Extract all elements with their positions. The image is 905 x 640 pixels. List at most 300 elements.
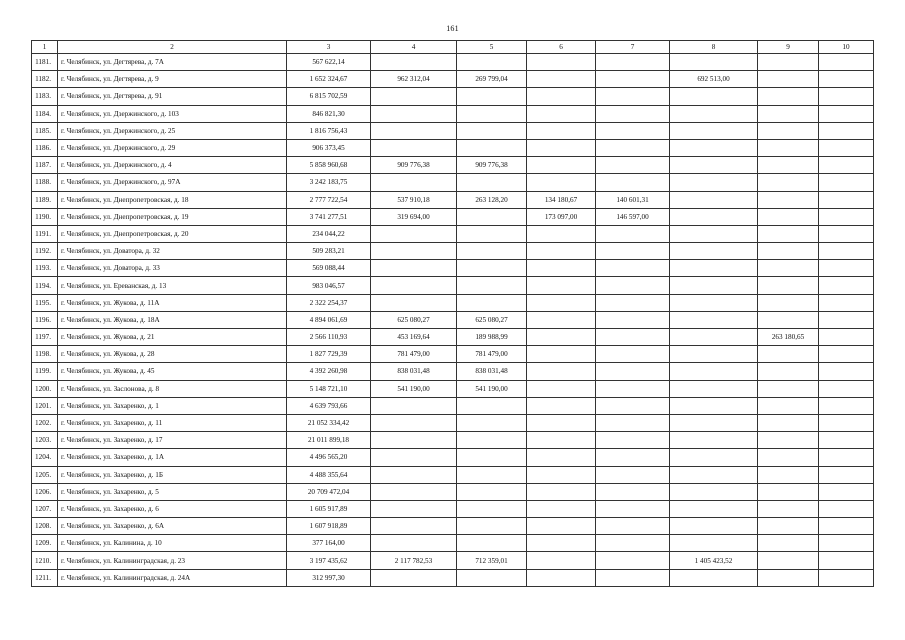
amount-cell: 20 709 472,04 [287, 483, 371, 500]
amount-cell [758, 311, 819, 328]
amount-cell [527, 243, 596, 260]
amount-cell [596, 260, 670, 277]
amount-cell [670, 397, 758, 414]
address-cell: г. Челябинск, ул. Захаренко, д. 6 [58, 500, 287, 517]
amount-cell [457, 432, 527, 449]
header-row [32, 41, 874, 54]
amount-cell: 846 821,30 [287, 105, 371, 122]
amount-cell [758, 71, 819, 88]
row-number-cell: 1198. [32, 346, 58, 363]
amount-cell [758, 518, 819, 535]
amount-cell [670, 260, 758, 277]
column-header: 9 [758, 41, 819, 54]
table-row [32, 277, 874, 294]
row-number-cell: 1210. [32, 552, 58, 569]
amount-cell [819, 225, 874, 242]
amount-cell [527, 88, 596, 105]
amount-cell: 781 479,00 [457, 346, 527, 363]
amount-cell [758, 414, 819, 431]
amount-cell [819, 432, 874, 449]
amount-cell: 541 190,00 [457, 380, 527, 397]
amount-cell [819, 243, 874, 260]
column-header: 5 [457, 41, 527, 54]
amount-cell [670, 346, 758, 363]
address-cell: г. Челябинск, ул. Захаренко, д. 1 [58, 397, 287, 414]
amount-cell [596, 500, 670, 517]
amount-cell [819, 346, 874, 363]
amount-cell [758, 535, 819, 552]
amount-cell [371, 414, 457, 431]
amount-cell: 2 117 782,53 [371, 552, 457, 569]
amount-cell [758, 346, 819, 363]
amount-cell [371, 466, 457, 483]
amount-cell: 625 080,27 [371, 311, 457, 328]
table-row [32, 122, 874, 139]
amount-cell [596, 157, 670, 174]
amount-cell [527, 260, 596, 277]
amount-cell [457, 139, 527, 156]
table-row [32, 157, 874, 174]
row-number-cell: 1190. [32, 208, 58, 225]
amount-cell [527, 294, 596, 311]
amount-cell: 4 639 793,66 [287, 397, 371, 414]
table-row [32, 380, 874, 397]
amount-cell [527, 500, 596, 517]
address-cell: г. Челябинск, ул. Дзержинского, д. 4 [58, 157, 287, 174]
amount-cell [670, 139, 758, 156]
row-number-cell: 1194. [32, 277, 58, 294]
amount-cell [596, 483, 670, 500]
amount-cell [457, 122, 527, 139]
address-cell: г. Челябинск, ул. Днепропетровская, д. 19 [58, 208, 287, 225]
amount-cell [819, 277, 874, 294]
amount-cell: 173 097,00 [527, 208, 596, 225]
amount-cell [758, 157, 819, 174]
amount-cell: 509 283,21 [287, 243, 371, 260]
address-cell: г. Челябинск, ул. Захаренко, д. 1А [58, 449, 287, 466]
table-row [32, 243, 874, 260]
amount-cell [371, 449, 457, 466]
column-header: 8 [670, 41, 758, 54]
address-cell: г. Челябинск, ул. Захаренко, д. 5 [58, 483, 287, 500]
amount-cell [819, 208, 874, 225]
column-header: 10 [819, 41, 874, 54]
row-number-cell: 1186. [32, 139, 58, 156]
address-cell: г. Челябинск, ул. Захаренко, д. 6А [58, 518, 287, 535]
row-number-cell: 1202. [32, 414, 58, 431]
amount-cell [819, 380, 874, 397]
amount-cell [527, 535, 596, 552]
amount-cell [596, 518, 670, 535]
amount-cell: 1 605 917,89 [287, 500, 371, 517]
amount-cell [371, 500, 457, 517]
amount-cell [758, 277, 819, 294]
address-cell: г. Челябинск, ул. Захаренко, д. 11 [58, 414, 287, 431]
address-cell: г. Челябинск, ул. Доватора, д. 32 [58, 243, 287, 260]
table-row [32, 311, 874, 328]
amount-cell [596, 139, 670, 156]
address-cell: г. Челябинск, ул. Дзержинского, д. 29 [58, 139, 287, 156]
address-cell: г. Челябинск, ул. Жукова, д. 11А [58, 294, 287, 311]
amount-cell [527, 569, 596, 586]
column-header: 6 [527, 41, 596, 54]
amount-cell: 146 597,00 [596, 208, 670, 225]
address-cell: г. Челябинск, ул. Днепропетровская, д. 18 [58, 191, 287, 208]
table-row [32, 105, 874, 122]
amount-cell [819, 329, 874, 346]
amount-cell: 234 044,22 [287, 225, 371, 242]
amount-cell [758, 54, 819, 71]
amount-cell [527, 277, 596, 294]
amount-cell [758, 380, 819, 397]
amount-cell: 263 180,65 [758, 329, 819, 346]
table-row [32, 71, 874, 88]
amount-cell [371, 54, 457, 71]
address-cell: г. Челябинск, ул. Жукова, д. 21 [58, 329, 287, 346]
row-number-cell: 1195. [32, 294, 58, 311]
amount-cell: 712 359,01 [457, 552, 527, 569]
table-row [32, 449, 874, 466]
amount-cell [457, 535, 527, 552]
amount-cell [758, 191, 819, 208]
amount-cell [527, 466, 596, 483]
amount-cell [670, 191, 758, 208]
table-row [32, 414, 874, 431]
amount-cell [819, 500, 874, 517]
row-number-cell: 1204. [32, 449, 58, 466]
row-number-cell: 1183. [32, 88, 58, 105]
amount-cell [457, 414, 527, 431]
row-number-cell: 1196. [32, 311, 58, 328]
amount-cell [670, 243, 758, 260]
row-number-cell: 1200. [32, 380, 58, 397]
amount-cell [596, 449, 670, 466]
amount-cell: 541 190,00 [371, 380, 457, 397]
amount-cell [527, 122, 596, 139]
amount-cell [457, 208, 527, 225]
amount-cell [670, 122, 758, 139]
amount-cell [527, 225, 596, 242]
amount-cell [819, 414, 874, 431]
amount-cell [596, 105, 670, 122]
amount-cell [819, 569, 874, 586]
amount-cell [457, 243, 527, 260]
amount-cell [758, 88, 819, 105]
amount-cell [371, 139, 457, 156]
amount-cell [819, 260, 874, 277]
amount-cell [527, 157, 596, 174]
amount-cell [596, 329, 670, 346]
amount-cell: 838 031,48 [457, 363, 527, 380]
amount-cell [758, 483, 819, 500]
amount-cell [758, 105, 819, 122]
amount-cell [819, 157, 874, 174]
address-cell: г. Челябинск, ул. Дегтярева, д. 7А [58, 54, 287, 71]
amount-cell [758, 449, 819, 466]
amount-cell [670, 105, 758, 122]
amount-cell [527, 380, 596, 397]
amount-cell [596, 71, 670, 88]
amount-cell [596, 294, 670, 311]
amount-cell [670, 432, 758, 449]
amount-cell: 1 827 729,39 [287, 346, 371, 363]
amount-cell [670, 225, 758, 242]
amount-cell [819, 174, 874, 191]
address-cell: г. Челябинск, ул. Дзержинского, д. 25 [58, 122, 287, 139]
amount-cell [758, 122, 819, 139]
row-number-cell: 1193. [32, 260, 58, 277]
amount-cell: 909 776,38 [371, 157, 457, 174]
amount-cell [371, 569, 457, 586]
amount-cell [527, 346, 596, 363]
amount-cell [371, 122, 457, 139]
table-row [32, 88, 874, 105]
amount-cell: 838 031,48 [371, 363, 457, 380]
row-number-cell: 1184. [32, 105, 58, 122]
amount-cell [758, 397, 819, 414]
column-header: 3 [287, 41, 371, 54]
amount-cell: 567 622,14 [287, 54, 371, 71]
amount-cell [670, 518, 758, 535]
row-number-cell: 1199. [32, 363, 58, 380]
amount-cell [670, 483, 758, 500]
amount-cell [819, 518, 874, 535]
row-number-cell: 1201. [32, 397, 58, 414]
data-table [31, 40, 874, 587]
amount-cell: 537 910,18 [371, 191, 457, 208]
amount-cell [819, 397, 874, 414]
amount-cell: 134 180,67 [527, 191, 596, 208]
table-row [32, 294, 874, 311]
amount-cell [758, 432, 819, 449]
row-number-cell: 1203. [32, 432, 58, 449]
amount-cell [457, 225, 527, 242]
amount-cell: 4 392 260,98 [287, 363, 371, 380]
amount-cell: 4 894 061,69 [287, 311, 371, 328]
table-row [32, 397, 874, 414]
row-number-cell: 1207. [32, 500, 58, 517]
amount-cell [596, 535, 670, 552]
amount-cell: 3 197 435,62 [287, 552, 371, 569]
amount-cell [758, 569, 819, 586]
page-number: 161 [446, 24, 459, 33]
amount-cell: 983 046,57 [287, 277, 371, 294]
amount-cell [596, 88, 670, 105]
amount-cell [758, 500, 819, 517]
amount-cell [819, 535, 874, 552]
address-cell: г. Челябинск, ул. Захаренко, д. 17 [58, 432, 287, 449]
table-row [32, 466, 874, 483]
amount-cell [527, 105, 596, 122]
table-row [32, 174, 874, 191]
amount-cell [527, 71, 596, 88]
table-row [32, 518, 874, 535]
amount-cell [758, 174, 819, 191]
amount-cell: 21 011 899,18 [287, 432, 371, 449]
amount-cell [371, 260, 457, 277]
amount-cell: 5 858 960,68 [287, 157, 371, 174]
amount-cell [457, 105, 527, 122]
amount-cell [670, 88, 758, 105]
amount-cell [758, 208, 819, 225]
amount-cell [527, 432, 596, 449]
table-row [32, 191, 874, 208]
amount-cell [758, 225, 819, 242]
amount-cell [371, 518, 457, 535]
amount-cell [527, 174, 596, 191]
amount-cell: 5 148 721,10 [287, 380, 371, 397]
amount-cell [371, 243, 457, 260]
address-cell: г. Челябинск, ул. Дзержинского, д. 97А [58, 174, 287, 191]
address-cell: г. Челябинск, ул. Дегтярева, д. 91 [58, 88, 287, 105]
row-number-cell: 1197. [32, 329, 58, 346]
amount-cell: 21 052 334,42 [287, 414, 371, 431]
amount-cell: 140 601,31 [596, 191, 670, 208]
amount-cell [596, 54, 670, 71]
row-number-cell: 1187. [32, 157, 58, 174]
amount-cell [596, 363, 670, 380]
amount-cell [670, 535, 758, 552]
amount-cell: 2 322 254,37 [287, 294, 371, 311]
table-row [32, 260, 874, 277]
amount-cell [819, 483, 874, 500]
address-cell: г. Челябинск, ул. Калинина, д. 10 [58, 535, 287, 552]
amount-cell: 962 312,04 [371, 71, 457, 88]
amount-cell [527, 552, 596, 569]
amount-cell [670, 54, 758, 71]
amount-cell [527, 311, 596, 328]
amount-cell [371, 88, 457, 105]
amount-cell [819, 54, 874, 71]
amount-cell [670, 414, 758, 431]
amount-cell [457, 174, 527, 191]
amount-cell: 453 169,64 [371, 329, 457, 346]
amount-cell [758, 139, 819, 156]
amount-cell: 269 799,04 [457, 71, 527, 88]
amount-cell [670, 569, 758, 586]
amount-cell [596, 174, 670, 191]
amount-cell [819, 449, 874, 466]
amount-cell [596, 397, 670, 414]
address-cell: г. Челябинск, ул. Жукова, д. 28 [58, 346, 287, 363]
amount-cell [670, 466, 758, 483]
column-header: 4 [371, 41, 457, 54]
amount-cell [457, 569, 527, 586]
amount-cell [758, 294, 819, 311]
amount-cell [670, 363, 758, 380]
amount-cell: 4 488 355,64 [287, 466, 371, 483]
amount-cell [596, 346, 670, 363]
amount-cell [596, 569, 670, 586]
amount-cell [457, 500, 527, 517]
amount-cell [670, 311, 758, 328]
amount-cell [371, 105, 457, 122]
row-number-cell: 1209. [32, 535, 58, 552]
amount-cell [527, 414, 596, 431]
row-number-cell: 1188. [32, 174, 58, 191]
amount-cell [758, 260, 819, 277]
amount-cell [596, 122, 670, 139]
amount-cell: 692 513,00 [670, 71, 758, 88]
row-number-cell: 1185. [32, 122, 58, 139]
table-row [32, 483, 874, 500]
table-row [32, 54, 874, 71]
amount-cell: 569 088,44 [287, 260, 371, 277]
amount-cell [527, 449, 596, 466]
address-cell: г. Челябинск, ул. Жукова, д. 45 [58, 363, 287, 380]
amount-cell: 2 566 110,93 [287, 329, 371, 346]
amount-cell: 319 694,00 [371, 208, 457, 225]
column-header: 1 [32, 41, 58, 54]
amount-cell [457, 397, 527, 414]
row-number-cell: 1205. [32, 466, 58, 483]
amount-cell [819, 88, 874, 105]
amount-cell [371, 294, 457, 311]
amount-cell [670, 174, 758, 191]
amount-cell [527, 397, 596, 414]
amount-cell: 263 128,20 [457, 191, 527, 208]
column-header: 7 [596, 41, 670, 54]
amount-cell [819, 191, 874, 208]
table-row [32, 535, 874, 552]
table-row [32, 225, 874, 242]
amount-cell [527, 54, 596, 71]
amount-cell [596, 466, 670, 483]
amount-cell [670, 294, 758, 311]
row-number-cell: 1208. [32, 518, 58, 535]
table-row [32, 500, 874, 517]
amount-cell [819, 122, 874, 139]
table-row [32, 329, 874, 346]
address-cell: г. Челябинск, ул. Жукова, д. 18А [58, 311, 287, 328]
amount-cell [457, 518, 527, 535]
amount-cell [758, 243, 819, 260]
amount-cell: 3 242 183,75 [287, 174, 371, 191]
amount-cell [819, 311, 874, 328]
amount-cell [596, 311, 670, 328]
table-row [32, 569, 874, 586]
amount-cell [596, 432, 670, 449]
row-number-cell: 1192. [32, 243, 58, 260]
amount-cell [371, 174, 457, 191]
amount-cell: 6 815 702,59 [287, 88, 371, 105]
amount-cell: 906 373,45 [287, 139, 371, 156]
table-row [32, 363, 874, 380]
amount-cell: 1 652 324,67 [287, 71, 371, 88]
address-cell: г. Челябинск, ул. Днепропетровская, д. 20 [58, 225, 287, 242]
amount-cell: 781 479,00 [371, 346, 457, 363]
amount-cell [819, 105, 874, 122]
amount-cell [457, 260, 527, 277]
amount-cell [527, 329, 596, 346]
amount-cell [819, 363, 874, 380]
amount-cell [819, 466, 874, 483]
amount-cell [596, 414, 670, 431]
amount-cell [596, 552, 670, 569]
amount-cell [819, 139, 874, 156]
column-header: 2 [58, 41, 287, 54]
amount-cell [457, 277, 527, 294]
amount-cell [457, 54, 527, 71]
amount-cell [819, 552, 874, 569]
address-cell: г. Челябинск, ул. Ереванская, д. 13 [58, 277, 287, 294]
amount-cell [596, 225, 670, 242]
amount-cell [457, 294, 527, 311]
amount-cell: 312 997,30 [287, 569, 371, 586]
address-cell: г. Челябинск, ул. Доватора, д. 33 [58, 260, 287, 277]
amount-cell [527, 363, 596, 380]
amount-cell: 189 988,99 [457, 329, 527, 346]
